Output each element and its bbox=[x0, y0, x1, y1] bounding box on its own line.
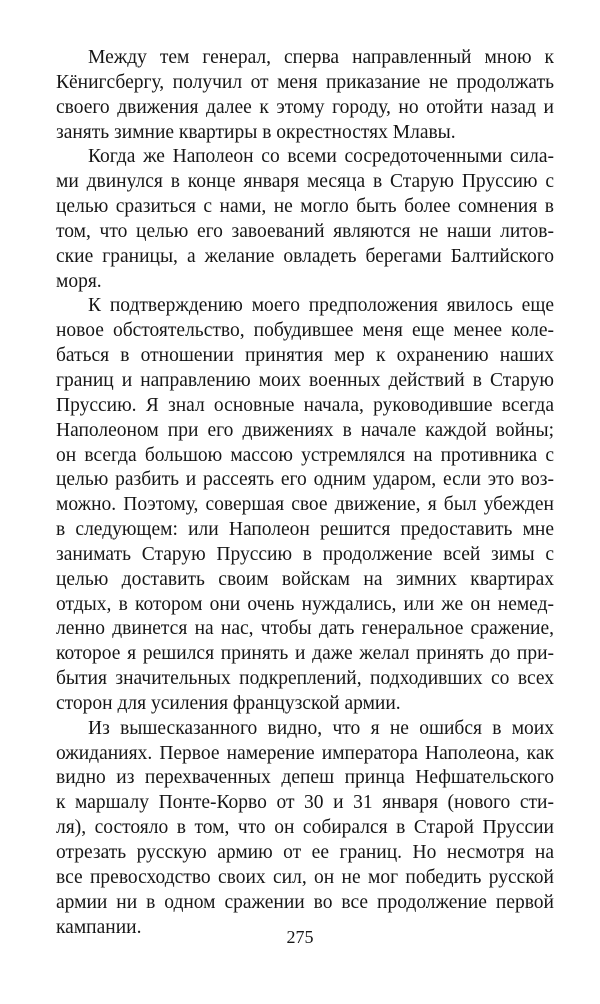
text-line: своего движения далее к этому городу, но отойти назад и bbox=[56, 96, 554, 118]
text-line: новое обстоятельство, побудившее меня еще менее коле- bbox=[56, 320, 554, 342]
text-line: Кёнигсбергу, получил от меня приказание не продолжать bbox=[56, 71, 554, 93]
text-line: кампании. bbox=[56, 916, 142, 938]
text-line: моря. bbox=[56, 270, 102, 292]
page-body-text bbox=[56, 46, 554, 940]
text-line: баться в отношении принятия мер к охранению наших bbox=[56, 345, 554, 367]
text-line: ми двинулся в конце января месяца в Старую Пруссию с bbox=[56, 171, 554, 193]
text-line: занимать Старую Пруссию в продолжение всей зимы с bbox=[56, 543, 554, 565]
paragraph bbox=[56, 145, 554, 294]
text-line: Между тем генерал, сперва направленный мною к bbox=[88, 47, 554, 68]
text-line: том, что целью его завоеваний являются не наши литов- bbox=[56, 220, 554, 242]
text-line: целью разбить и рассеять его одним ударом, если это воз- bbox=[56, 469, 554, 491]
text-line: Когда же Наполеон со всеми сосредоточенными сила- bbox=[88, 146, 554, 168]
text-line: видно из перехваченных депеш принца Нефшательского bbox=[56, 767, 554, 789]
text-line: армии ни в одном сражении во все продолжение первой bbox=[56, 891, 554, 913]
text-line: отрезать русскую армию от ее границ. Но несмотря на bbox=[56, 842, 554, 863]
text-line: границ и направлению моих военных действий в Старую bbox=[56, 369, 554, 391]
paragraph bbox=[56, 46, 554, 145]
text-line: в следующем: или Наполеон решится предоставить мне bbox=[56, 519, 554, 541]
text-line: целью сразиться с нами, не могло быть более сомнения в bbox=[56, 196, 554, 218]
text-line: отдых, в котором они очень нуждались, или же он немед- bbox=[56, 593, 554, 615]
text-line: занять зимние квартиры в окрестностях Млавы. bbox=[56, 121, 456, 143]
text-line: сторон для усиления французской армии. bbox=[56, 692, 401, 714]
text-line: Наполеоном при его движениях в начале каждой войны; bbox=[56, 419, 554, 441]
paragraph bbox=[56, 717, 554, 941]
text-line: ля), состояло в том, что он собирался в Старой Пруссии bbox=[56, 817, 554, 839]
text-line: Из вышесказанного видно, что я не ошибся в моих bbox=[88, 717, 554, 739]
text-line: К подтверждению моего предположения явилось еще bbox=[88, 295, 554, 317]
text-line: бытия значительных подкреплений, подходивших со всех bbox=[56, 668, 554, 690]
text-line: ленно двинется на нас, чтобы дать генеральное сражение, bbox=[56, 618, 554, 640]
paragraph bbox=[56, 294, 554, 716]
text-line: которое я решился принять и даже желал принять до при- bbox=[56, 643, 554, 665]
text-line: он всегда большою массою устремлялся на противника с bbox=[56, 444, 554, 466]
text-line: ские границы, а желание овладеть берегами Балтийского bbox=[56, 245, 554, 267]
text-line: Пруссию. Я знал основные начала, руководившие всегда bbox=[56, 394, 554, 416]
text-line: ожиданиях. Первое намерение императора Наполеона, как bbox=[56, 742, 554, 764]
text-line: к маршалу Понте-Корво от 30 и 31 января (нового сти- bbox=[56, 792, 554, 814]
page-number: 275 bbox=[286, 927, 314, 947]
text-line: все превосходство своих сил, он не мог победить русской bbox=[56, 866, 554, 888]
text-line: можно. Поэтому, совершая свое движение, я был убежден bbox=[56, 494, 554, 516]
text-line: целью доставить своим войскам на зимних квартирах bbox=[56, 568, 554, 590]
